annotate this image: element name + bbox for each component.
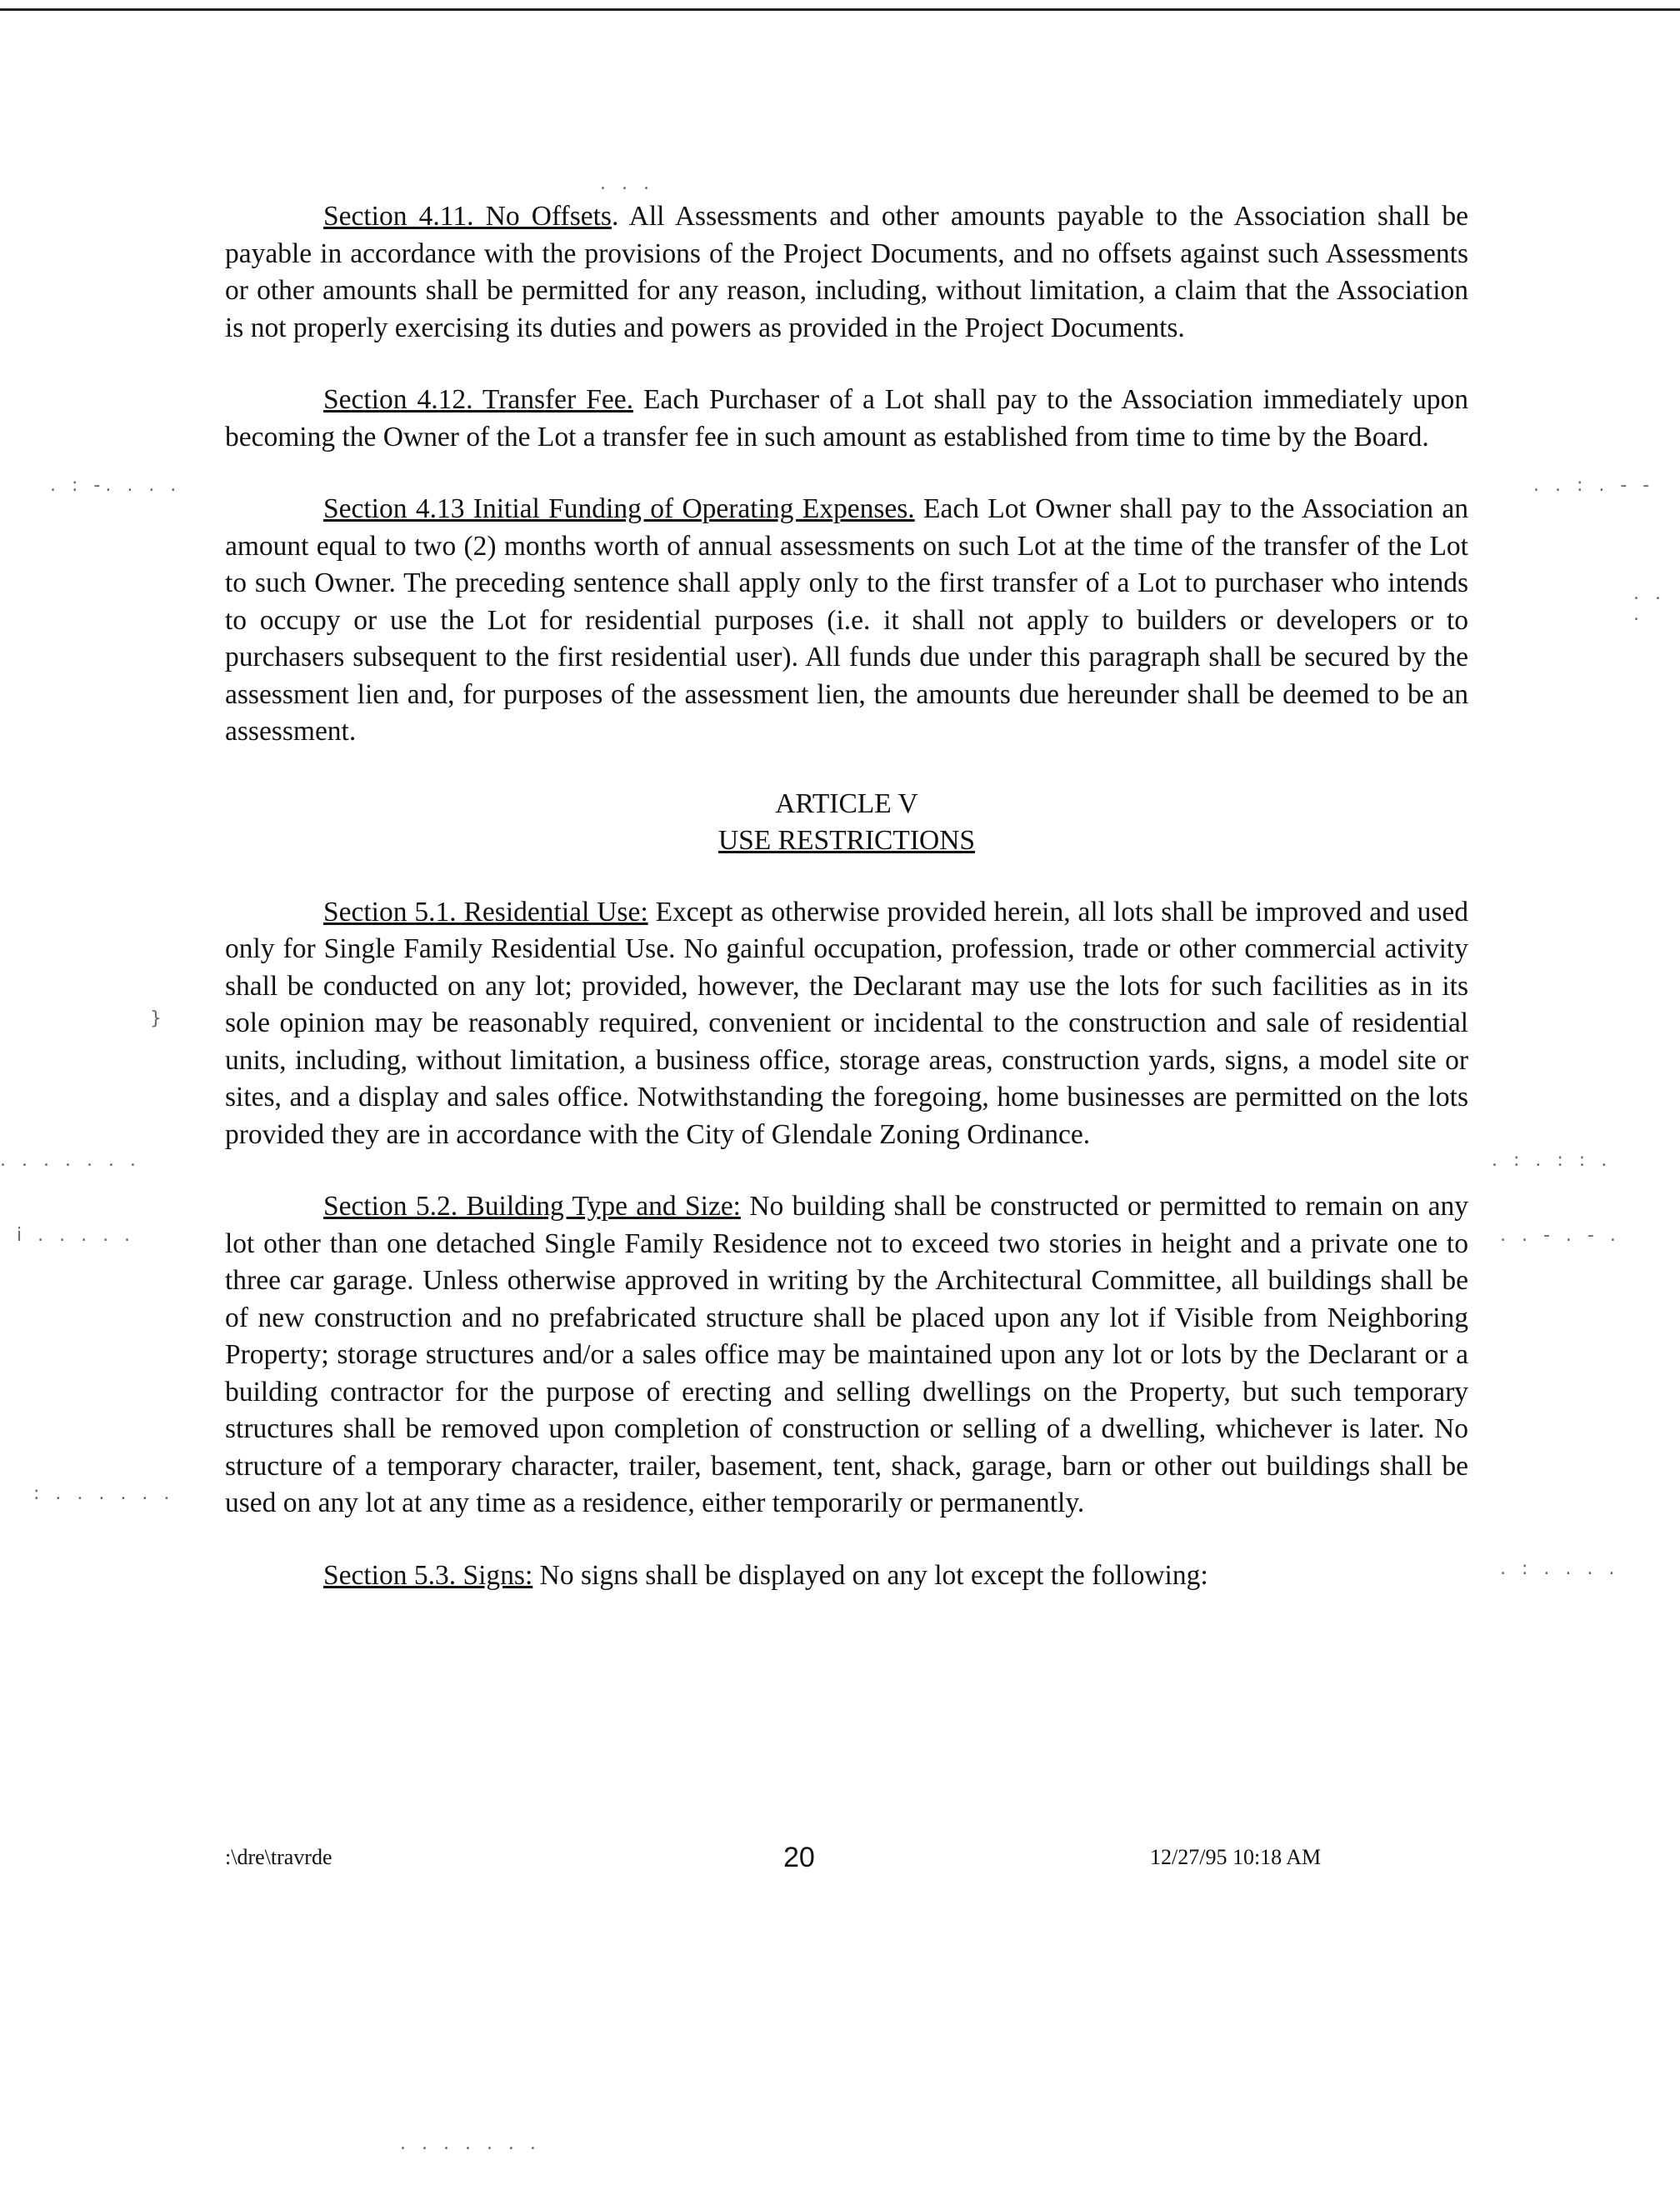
article-heading [225,786,1468,859]
scan-noise: i . . . . . [17,1225,136,1246]
document-body [225,198,1468,1594]
section-5-3-title: Section 5.3. Signs: [323,1559,533,1591]
section-5-2-text: No building shall be constructed or permitted to remain on any lot other than one detached Single Family Residence not to exceed two stories in height and a private one to three car garage. Unless otherwise approved in writing by the Architectural Committee, all buildings shall be of new construction and no prefabricated structure shall be placed upon any lot if Visible from Neighboring Property; storage structures and/or a sales office may be maintained upon any lot or lots by the Declarant or a building contractor for the purpose of erecting and selling dwellings on the Property, but such temporary structures shall be removed upon completion of construction or selling of a dwelling, whichever is later. No structure of a temporary character, trailer, basement, tent, shack, garage, barn or other out buildings shall be used on any lot at any time as a residence, either temporarily or permanently. [225,1191,1468,1518]
section-5-1-paragraph [225,894,1468,1154]
section-5-2-title: Section 5.2. Building Type and Size: [323,1191,741,1222]
scan-noise: : . . . . . . [33,1483,175,1504]
section-4-13-text: Each Lot Owner shall pay to the Association an amount equal to two (2) months worth of annual assessments on such Lot at the time of the transfer of the Lot to such Owner. The preceding sentence shall apply only to the first transfer of a Lot to purchaser who intends to occupy or use the Lot for residential purposes (i.e. it shall not apply to builders or developers or to purchasers subsequent to the first residential user). All funds due under this paragraph shall be secured by the assessment lien and, for purposes of the assessment lien, the amounts due hereunder shall be deemed to be an assessment. [225,493,1468,747]
section-4-12-paragraph [225,382,1468,456]
footer-file-path: :\dre\travrde [225,1845,332,1869]
scan-noise: . . . . . . . [0,1150,141,1171]
scan-noise: . . : . - - [1533,475,1655,496]
section-4-13-paragraph [225,491,1468,751]
section-4-11-text: . All Assessments and other amounts payable to the Association shall be payable in accordance with the provisions of the Project Documents, and no offsets against such Assessments or other amounts shall be permitted for any reason, including, without limitation, a claim that the Association is not properly exercising its duties and powers as provided in the Project Documents. [225,201,1468,343]
article-title: USE RESTRICTIONS [718,824,976,856]
section-4-13-title: Section 4.13 Initial Funding of Operating Expenses. [323,493,915,524]
scan-noise: . : -. . . . [50,475,182,496]
section-5-1-title: Section 5.1. Residential Use: [323,896,648,928]
scan-noise: . : . : : . [1492,1150,1612,1171]
footer-timestamp: 12/27/95 10:18 AM [1150,1845,1322,1869]
section-4-12-title: Section 4.12. Transfer Fee. [323,384,633,415]
article-number: ARTICLE V [775,788,918,819]
section-5-1-text: Except as otherwise provided herein, all lots shall be improved and used only for Single Family Residential Use. No gainful occupation, profession, trade or other commercial activity shall be conducted on any lot; provided, however, the Declarant may use the lots for such facilities as in its sole opinion may be reasonably required, convenient or incidental to the construction and sale of residential units, including, without limitation, a business office, storage areas, construction yards, signs, a model site or sites, and a display and sales office. Notwithstanding the foregoing, home businesses are permitted on the lots provided they are in accordance with the City of Glendale Zoning Ordinance. [225,896,1469,1150]
section-4-12-text: Each Purchaser of a Lot shall pay to the Association immediately upon becoming the Owner of the Lot a transfer fee in such amount as established from time to time by the Board. [225,384,1469,452]
page-number: 20 [783,1842,815,1873]
section-5-3-text: No signs shall be displayed on any lot except the following: [532,1559,1208,1591]
page-footer [225,1842,1417,1878]
top-border-line [0,8,1680,11]
scan-noise: . . . [600,173,654,194]
scan-noise: . : . . . . [1500,1558,1620,1579]
scan-noise: . . . . . . . [400,2133,541,2154]
section-5-3-paragraph [225,1558,1468,1595]
section-4-11-paragraph [225,198,1468,347]
section-5-2-paragraph [225,1188,1468,1522]
scan-noise: . . . [1633,583,1666,625]
section-4-11-title: Section 4.11. No Offsets [323,201,612,232]
scan-noise: } [150,1008,167,1029]
scan-noise: . . - . - . [1500,1225,1621,1246]
